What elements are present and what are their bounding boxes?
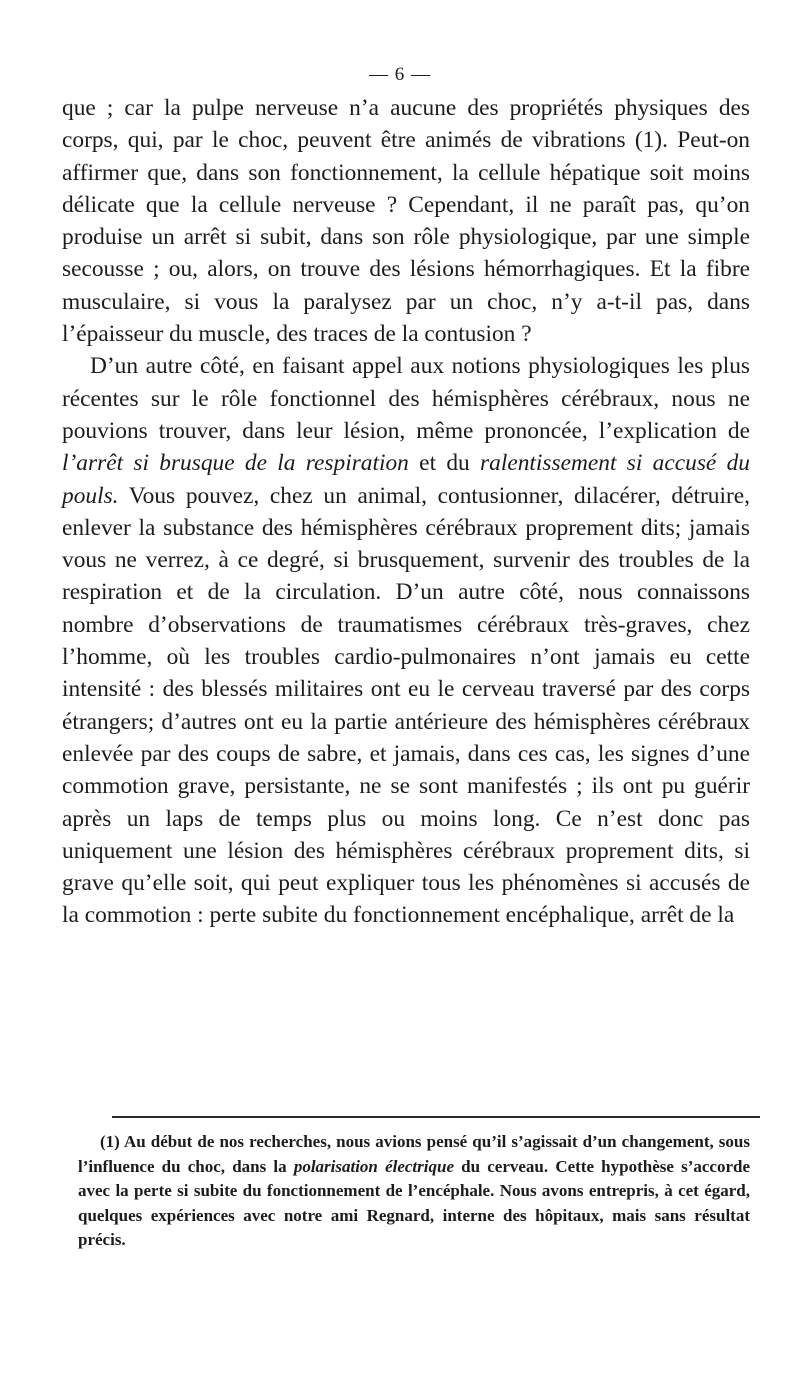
paragraph-2-text-b: et du [408, 450, 481, 477]
footnote-italic-polarisation: polarisation électrique [293, 1156, 454, 1176]
paragraph-2-italic-respiration: l’arrêt si brusque de la respiration [62, 450, 409, 477]
paragraph-2-text-a: D’un autre côté, en faisant appel aux notions physiologiques les plus récentes sur le rôle fonctionnel des hémisphères cérébraux, nous ne pouvions trouver, dans leur lésion, même prononcée, l’explication de [62, 353, 750, 444]
paragraph-2-italic-pouls: ralentissement si accusé du pouls. [62, 450, 750, 509]
paragraph-2-text-c: Vous pouvez, chez un animal, contusionner, dilacérer, détruire, enlever la substance des hémisphères cérébraux proprement dits; jamais vous ne verrez, à ce degré, si brusquement, survenir des troubles de la respiration et de la circulation. D’un autre côté, nous connaissons nombre d’observations de traumatismes cérébraux très-graves, chez l’homme, où les troubles cardio-pulmonaires n’ont jamais eu cette intensité : des blessés militaires ont eu le cerveau traversé par des corps étrangers; d’autres ont eu la partie antérieure des hémisphères cérébraux enlevée par des coups de sabre, et jamais, dans ces cas, les signes d’une commotion grave, persistante, ne se sont manifestés ; ils ont pu guérir après un laps de temps plus ou moins long. Ce n’est donc pas uniquement une lésion des hémisphères cérébraux proprement dits, si grave qu’elle soit, qui peut expliquer tous les phénomènes si accusés de la commotion : perte subite du fonctionnement encéphalique, arrêt de la [62, 482, 750, 929]
paragraph-1: que ; car la pulpe nerveuse n’a aucune des propriétés physiques des corps, qui, par le choc, peuvent être animés de vibrations (1). Peut-on affirmer que, dans son fonctionnement, la cellule hépatique soit moins délicate que la cellule nerveuse ? Cependant, il ne paraît pas, qu’on produise un arrêt si subit, dans son rôle physiologique, par une simple secousse ; ou, alors, on trouve des lésions hémorrhagiques. Et la fibre musculaire, si vous la paralysez par un choc, n’y a-t-il pas, dans l’épaisseur du muscle, des traces de la contusion ? [62, 95, 750, 348]
footnote-text-a: (1) Au début de nos recherches, nous avions pensé qu’il s’agissait d’un changement, sous l’influence du choc, dans la [78, 1132, 750, 1176]
footnote-text-b: du cerveau. Cette hypothèse s’accorde avec la perte si subite du fonctionnement de l’encéphale. Nous avons entrepris, à cet égard, quelques expériences avec notre ami Regnard, interne des hôpitaux, mais sans résultat précis. [78, 1156, 750, 1249]
paragraph-2 [62, 350, 750, 931]
footnote-divider [112, 1116, 760, 1118]
page-number: — 6 — [369, 64, 431, 85]
footnote [78, 1130, 750, 1253]
main-text [62, 92, 750, 932]
